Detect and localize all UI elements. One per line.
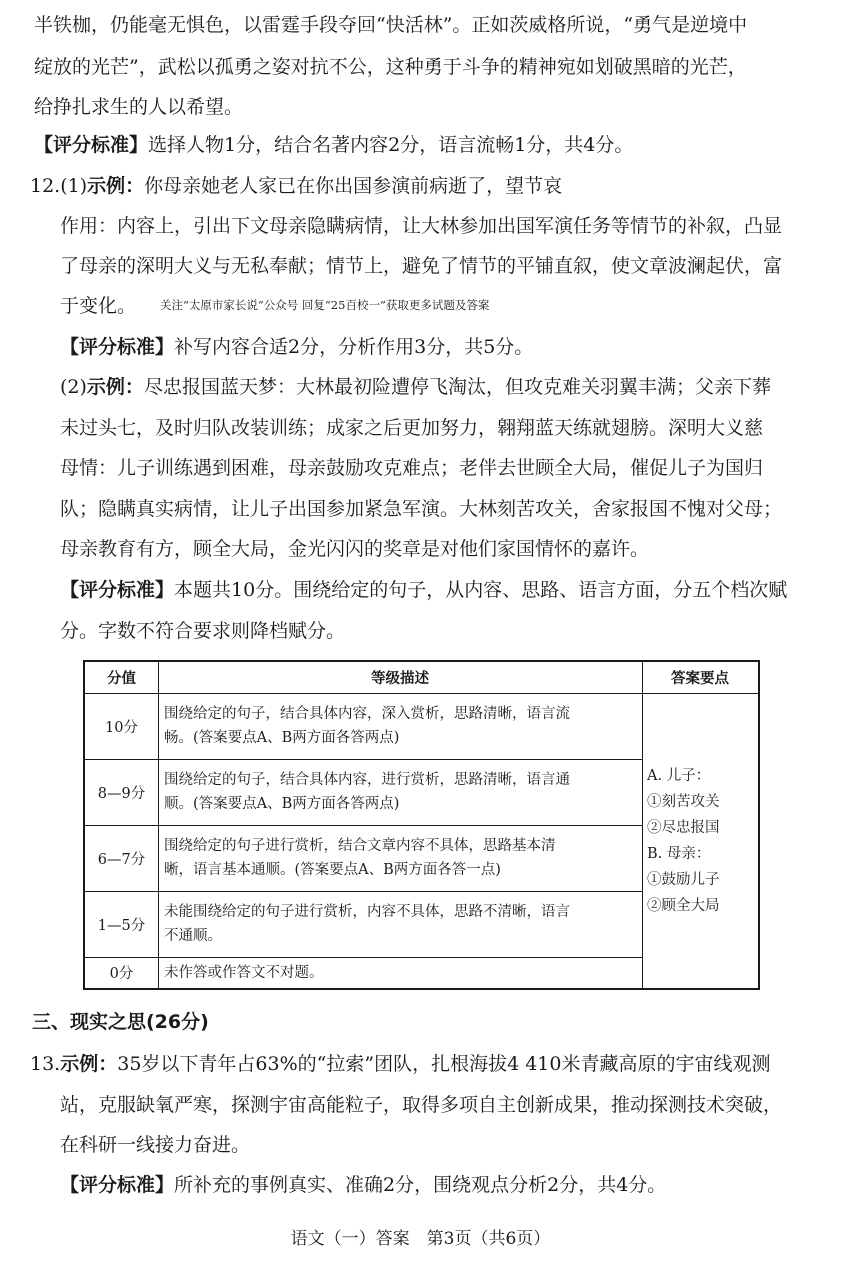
q11-text-line-2: 绽放的光芒”，武松以孤勇之姿对抗不公，这种勇于斗争的精神宛如划破黑暗的光芒， [34,56,747,78]
q12-effect-line-2: 了母亲的深明大义与无私奉献；情节上，避免了情节的平铺直叙，使文章波澜起伏，富 [60,255,783,277]
key-point: B. 母亲： [647,845,711,862]
q12-part2-criteria [60,578,787,602]
description-line: 围绕给定的句子，结合具体内容，进行赏析，思路清晰，语言通 [164,772,570,788]
q12-effect-line-3 [60,294,489,320]
example-label: 示例： [60,1053,118,1075]
q13-line-2: 站，克服缺氧严寒，探测宇宙高能粒子，取得多项自主创新成果，推动探测技术突破， [60,1094,783,1116]
criteria-text: 本题共10分。围绕给定的句子，从内容、思路、语言方面，分五个档次赋 [174,579,788,601]
example-text: 尽忠报国蓝天梦：大林最初险遭停飞淘汰，但攻克难关羽翼丰满；父亲下葬 [143,376,771,398]
table-row-score: 1—5分 [97,917,146,934]
table-row-description [158,891,642,957]
criteria-label: 【评分标准】 [60,336,175,358]
q12-effect-line-1: 作用：内容上，引出下文母亲隐瞒病情，让大林参加出国军演任务等情节的补叙，凸显 [60,215,783,237]
table-row-description [158,759,642,825]
description-line: 畅。(答案要点A、B两方面各答两点) [164,730,400,746]
key-points-cell [642,693,758,988]
description-line: 未能围绕给定的句子进行赏析，内容不具体，思路不清晰，语言 [164,904,570,920]
q12-part2-line-2: 未过头七，及时归队改装训练；成家之后更加努力，翱翔蓝天练就翅膀。深明大义慈 [60,417,764,439]
key-point: ①刻苦攻关 [647,793,720,810]
q12-part2-line-1 [60,375,771,399]
part-number: (1) [60,175,88,197]
description-line: 晰，语言基本通顺。(答案要点A、B两方面各答一点) [164,862,501,878]
table-row-description [158,957,642,988]
example-label: 示例： [87,175,145,197]
effect-text: 于变化。 [60,295,137,317]
example-text: 你母亲她老人家已在你出国参演前病逝了，望节哀 [144,175,563,197]
q13-line-3: 在科研一线接力奋进。 [60,1134,251,1156]
q12-part1-heading [30,174,562,198]
description-line: 未作答或作答文不对题。 [164,964,324,981]
part-number: (2) [60,376,87,398]
criteria-label: 【评分标准】 [60,579,175,601]
key-point: ②顾全大局 [647,897,720,914]
key-point: ②尽忠报国 [647,819,720,836]
q12-part2-criteria-line-2: 分。字数不符合要求则降档赋分。 [60,620,346,642]
key-point: ①鼓励儿子 [647,871,720,888]
q11-text-line-1: 半铁枷，仍能毫无惧色，以雷霆手段夺回“快活林”。正如茨威格所说，“勇气是逆境中 [34,14,748,36]
example-text: 35岁以下青年占63%的“拉索”团队，扎根海拔4 410米青藏高原的宇宙线观测 [117,1053,771,1075]
description-line: 围绕给定的句子，结合具体内容，深入赏析，思路清晰，语言流 [164,706,570,722]
q12-part1-criteria [60,335,533,359]
q12-part2-line-4: 队；隐瞒真实病情，让儿子出国参加紧急军演。大林刻苦攻关，舍家报国不愧对父母； [60,498,783,520]
criteria-label: 【评分标准】 [34,134,149,156]
criteria-label: 【评分标准】 [60,1174,175,1196]
page-footer: 语文（一）答案 第3页（共6页） [290,1229,551,1249]
question-number: 12. [30,175,61,197]
table-row-description [158,825,642,891]
q13-line-1 [30,1052,770,1076]
watermark-note: 关注“太原市家长说”公众号 回复“25百校一”获取更多试题及答案 [160,298,490,312]
q11-criteria [34,133,633,157]
criteria-text: 补写内容合适2分，分析作用3分，共5分。 [174,336,534,358]
table-row-score: 10分 [105,719,138,736]
table-row-score: 0分 [109,966,134,982]
header-description: 等级描述 [371,671,429,687]
description-line: 不通顺。 [164,928,222,944]
q12-part2-line-5: 母亲教育有方，顾全大局，金光闪闪的奖章是对他们家国情怀的嘉许。 [60,538,650,560]
criteria-text: 选择人物1分，结合名著内容2分，语言流畅1分，共4分。 [148,134,634,156]
example-label: 示例： [86,376,144,398]
criteria-text: 所补充的事例真实、准确2分，围绕观点分析2分，共4分。 [174,1174,667,1196]
q11-text-line-3: 给挣扎求生的人以希望。 [34,96,244,118]
question-number: 13. [30,1053,61,1075]
header-score: 分值 [107,671,136,687]
grading-table [83,660,760,990]
table-row-score: 6—7分 [97,851,146,868]
description-line: 顺。(答案要点A、B两方面各答两点) [164,796,400,812]
header-key-points: 答案要点 [671,671,729,687]
q12-part2-line-3: 母情：儿子训练遇到困难，母亲鼓励攻克难点；老伴去世顾全大局，催促儿子为国归 [60,457,764,479]
table-row-description [158,693,642,759]
table-row-score: 8—9分 [97,785,146,802]
description-line: 围绕给定的句子进行赏析，结合文章内容不具体，思路基本清 [164,838,556,854]
q13-criteria [60,1173,666,1197]
section-title: 三、现实之思(26分) [32,1011,209,1033]
key-point: A. 儿子： [647,767,711,784]
